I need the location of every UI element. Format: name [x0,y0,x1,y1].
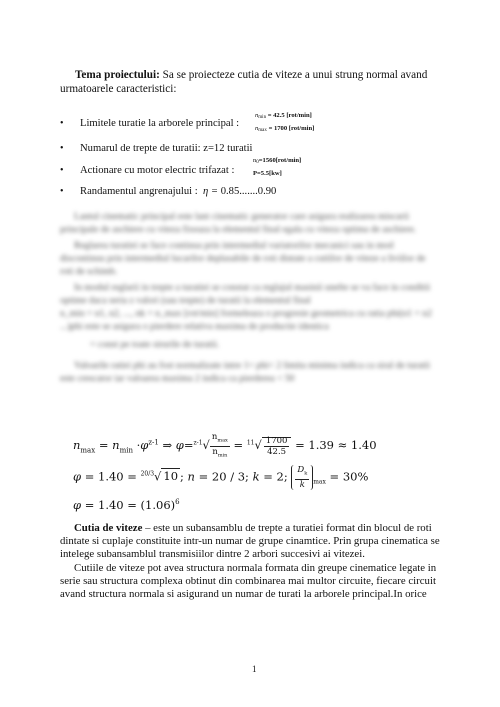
bullet-limits-text: Limitele turatie la arborele principal : [80,118,240,129]
nmin-value [255,112,312,122]
motor-speed [253,157,301,167]
nmax-symbol: n [255,125,259,132]
formula-power: $\varphi = 1.40 = (1.06)^6$ [73,498,180,512]
paragraph-gearbox-definition [60,522,450,561]
bullet-limits [60,117,239,130]
bullet-motor [60,164,234,177]
blurred-paragraph: In modul reglarii in trepte a turatiei se constat ca reglajul masinii unelte se va face in conditii optime daca seria z valori (sau trepte) de turatii la elementul final [60,282,431,306]
motor-n-sub: 0 [256,160,259,165]
bullet-dot: • [60,143,64,154]
blurred-paragraph: Valoarile ratiei phi au fost normalizate intre 1< phi< 2 limita minima indica ca siral de turatii este crescator iar valoarea maxima 2 indica ca pierderea < 50 [60,360,431,384]
gearbox-definition: – este un subansamblu de trepte a turatiei format din blocul de roti dintate si cuplaje constituite intr-un numar de grupe cinamtice. Prin grupa cinematica se intelege subansamblul transmisiilor dintre 2 arbori succesivi ai vitezei. [60,522,440,560]
bullet-dot: • [60,118,64,129]
blurred-paragraph: Lantul cinematic principal este lant cinematic generator care asigura realizarea miscarii principale de aschiere cu viteza fixeaza la elementul final egala cu viteza optima de aschiere. [60,211,417,235]
motor-n-value: =1560[rot/min] [258,157,302,164]
project-title [75,68,455,82]
gearbox-term: Cutia de viteze [74,522,143,534]
nmax-number: = 1700 [rot/min] [268,125,315,132]
formula-ratio: $n_{max} = n_{min} \cdot\varphi^{z-1}$ ⇒ φ=$^{z-1}$√ $n_{max}$ $n_{min}$ = $^{11}$√ $\frac{1700}{42.5}$ = 1.39 ≈ 1.40 [73,432,377,459]
blurred-paragraph: Reglarea turatiei se face continua prin intermediul variatorilor mecanici sau in mod discontinuu prin intermediul lucarilor deplasabile de roti dintate a cutiilor de viteze a liviilor de roti de schimb. [60,240,426,277]
project-title-label: Tema proiectului: [75,69,160,81]
project-title-line2: urmatoarele caracteristici: [60,83,177,95]
motor-n-symbol: n [253,157,257,164]
nmax-value [255,125,314,135]
paragraph-gearbox-structure [60,562,450,601]
bullet-steps [60,142,252,155]
page-number: 1 [252,664,257,674]
efficiency-range: 0.85.......0.90 [220,186,277,197]
bullet-motor-text: Actionare cu motor electric trifazat : [80,165,235,176]
bullet-dot: • [60,165,64,176]
nmin-number: = 42.5 [rot/min] [267,112,312,119]
nmin-symbol: n [255,112,259,119]
bullet-efficiency-text: Randamentul angrenajului : [80,186,198,197]
formula-phi: φ = 1.40 = $^{20/3}$√ 10 ; n = 20 / 3; k = 2; $\frac{D_k}{k}$ $_{max}$ = 30% [73,465,369,490]
eta-symbol: η = [200,186,221,197]
blurred-text-block [60,210,440,385]
nmax-sub: max [258,128,267,133]
project-title-text: Sa se proiecteze cutia de viteze a unui strung normal avand [159,69,428,81]
bullet-steps-text: Numarul de trepte de turatii: z=12 turatii [80,143,253,154]
motor-power-value: P=5.5[kw] [253,170,282,177]
gearbox-structure-text: Cutiile de viteze pot avea structura normala formata din greupe cinematice legate in serie sau structura complexa obtinut din combinarea mai multor circuite, fiecare circuit avand structura normala si asigurand un numar de turati la arborele principal.In orice [60,562,437,600]
bullet-dot: • [60,186,64,197]
blurred-paragraph: = const pe toate sirurile de turatii. [90,339,220,350]
nmin-sub: min [258,115,267,120]
bullet-efficiency [60,185,276,198]
motor-power [253,170,282,178]
blurred-paragraph: n_min = n1, n2, ..., nk = n_max [rot/min] formeleaza o progresie geometrica cu ratia phi(n1 = n2 ...)phi este se asigura o pierdere relativa maxima de productie identica [60,308,432,332]
